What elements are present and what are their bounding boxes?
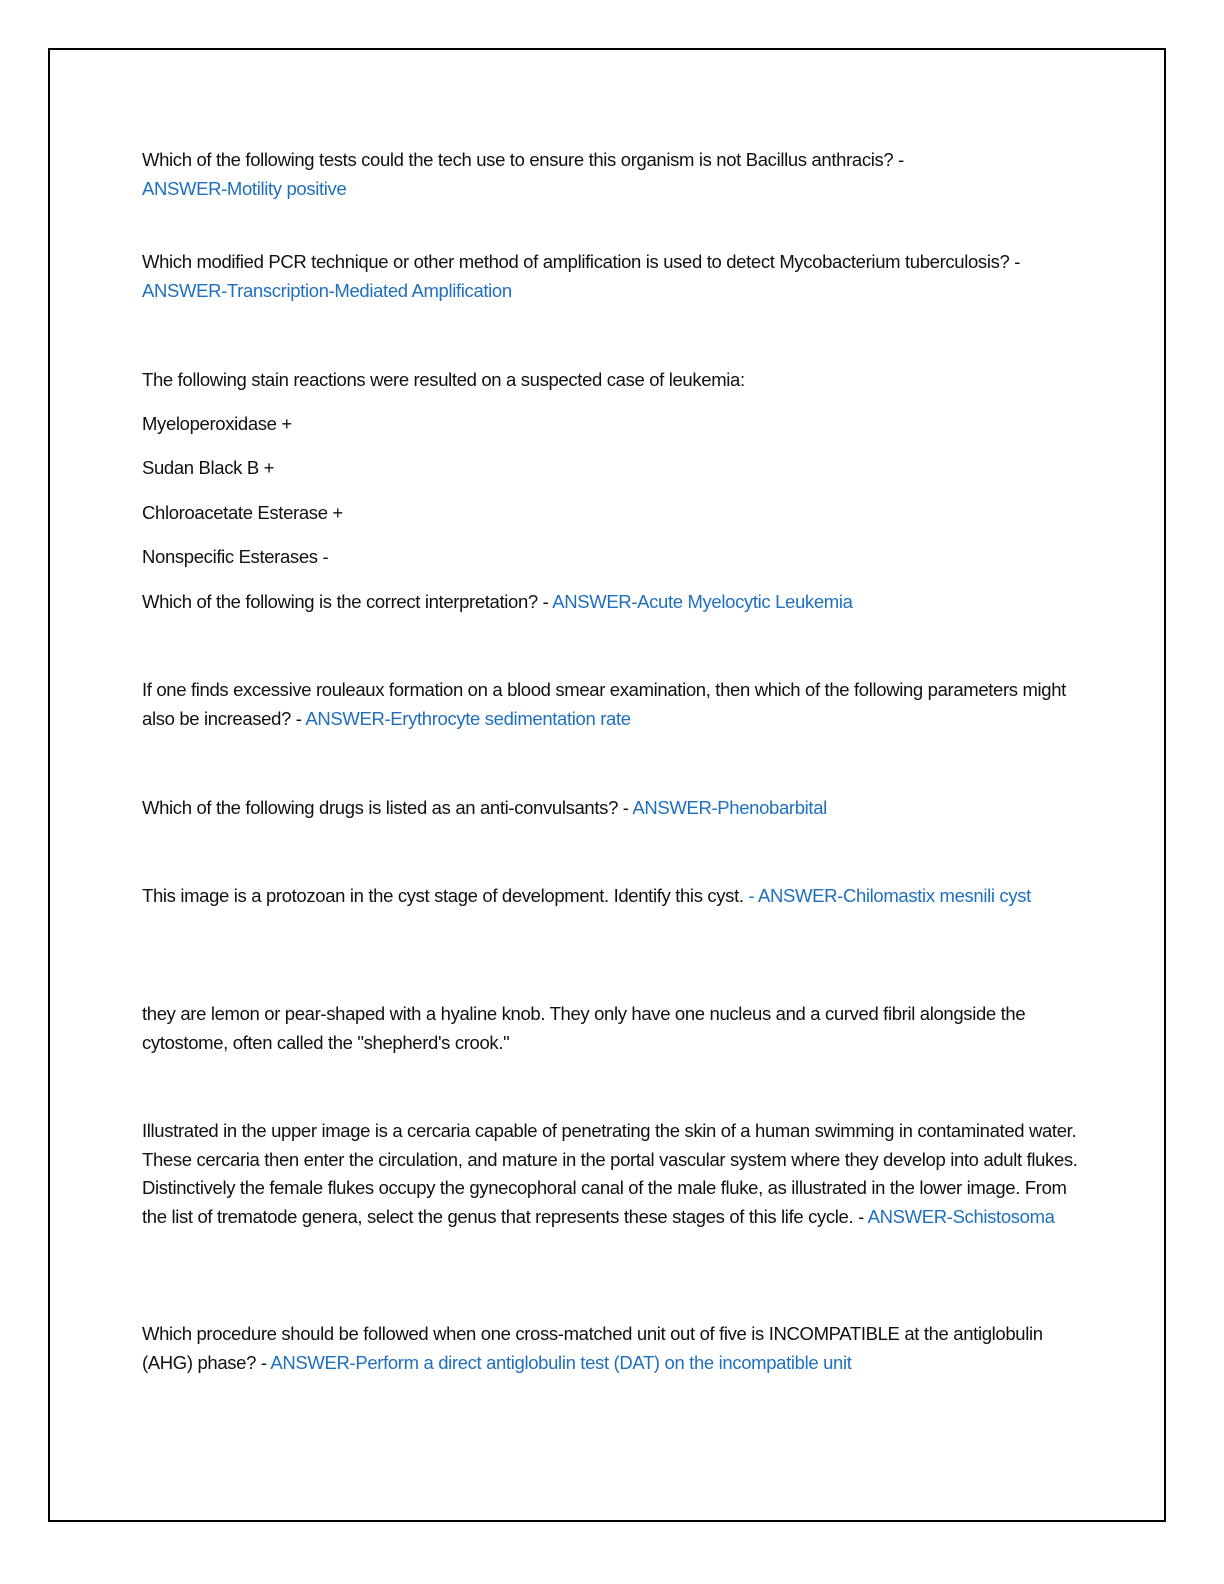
stain-chloroacetate: Chloroacetate Esterase + <box>142 502 343 523</box>
question-text: Which of the following tests could the tech use to ensure this organism is not Bacillus anthracis? - <box>142 149 904 170</box>
qa-schistosoma <box>142 1117 1082 1231</box>
qa-bacillus <box>142 146 1082 203</box>
stain-intro: The following stain reactions were resulted on a suspected case of leukemia: <box>142 369 745 390</box>
cyst-description: they are lemon or pear-shaped with a hyaline knob. They only have one nucleus and a curved fibril alongside the cytostome, often called the "shepherd's crook." <box>142 1003 1026 1053</box>
question-text: Which of the following drugs is listed as an anti-convulsants? - <box>142 797 633 818</box>
answer-text: - ANSWER-Chilomastix mesnili cyst <box>748 885 1031 906</box>
qa-cyst <box>142 882 1082 911</box>
stain-myeloperoxidase: Myeloperoxidase + <box>142 413 292 434</box>
answer-text: ANSWER-Perform a direct antiglobulin test (DAT) on the incompatible unit <box>270 1351 852 1373</box>
answer-text: ANSWER-Acute Myelocytic Leukemia <box>552 591 853 612</box>
answer-text: ANSWER-Motility positive <box>142 177 347 199</box>
question-text: Which of the following is the correct interpretation? - <box>142 591 553 612</box>
qa-leukemia <box>142 588 1082 617</box>
question-text: If one finds excessive rouleaux formation on a blood smear examination, then which of the following parameters might also be increased? - <box>142 679 1066 729</box>
answer-text: ANSWER-Transcription-Mediated Amplification <box>142 279 512 301</box>
qa-mycobacterium <box>142 248 1082 305</box>
stain-nonspecific: Nonspecific Esterases - <box>142 546 329 567</box>
answer-text: ANSWER-Phenobarbital <box>632 797 827 818</box>
question-text: Which modified PCR technique or other method of amplification is used to detect Mycobacterium tuberculosis? - <box>142 251 1021 272</box>
question-text: This image is a protozoan in the cyst stage of development. Identify this cyst. <box>142 885 749 906</box>
qa-crossmatch <box>142 1320 1082 1377</box>
qa-anticonvulsant <box>142 794 1082 823</box>
answer-text: ANSWER-Erythrocyte sedimentation rate <box>305 707 631 729</box>
question-text: Which procedure should be followed when one cross-matched unit out of five is INCOMPATIBLE at the antiglobulin (AHG) phase? - <box>142 1323 1043 1373</box>
answer-text: ANSWER-Schistosoma <box>867 1205 1055 1227</box>
question-text: Illustrated in the upper image is a cercaria capable of penetrating the skin of a human swimming in contaminated water. These cercaria then enter the circulation, and mature in the portal vascular system where they develop into adult flukes. Distinctively the female flukes occupy the gynecophoral canal of the male fluke, as illustrated in the lower image. From the list of trematode genera, select the genus that represents these stages of this life cycle. - <box>142 1120 1078 1227</box>
stain-sudan-black: Sudan Black B + <box>142 457 275 478</box>
qa-rouleaux <box>142 676 1082 733</box>
